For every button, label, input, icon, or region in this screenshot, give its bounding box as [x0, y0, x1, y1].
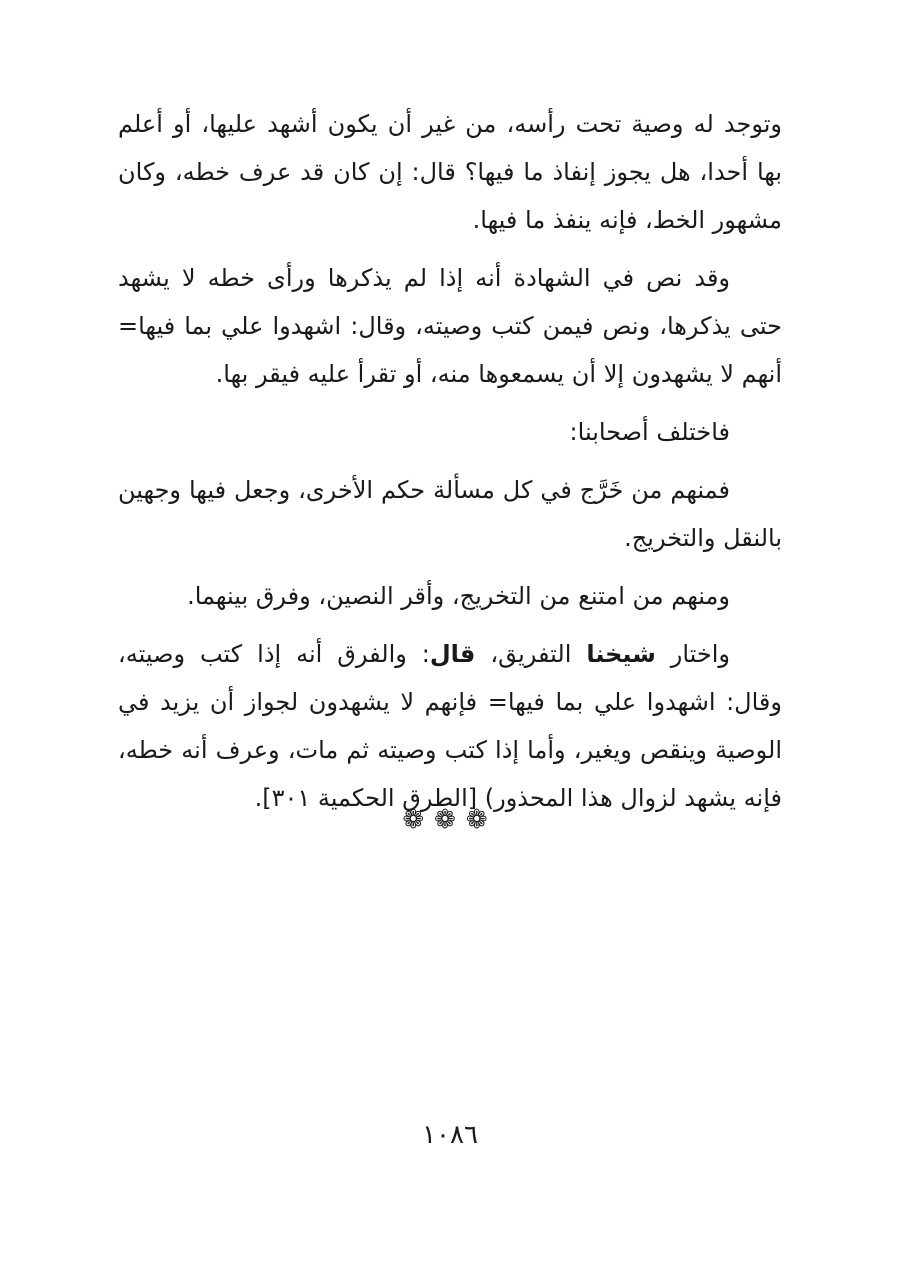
paragraph-2: وقد نص في الشهادة أنه إذا لم يذكرها ورأى خطه لا يشهد حتى يذكرها، ونص فيمن كتب وصيته، وقال: اشهدوا علي بما فيها= أنهم لا يشهدون إلا أن يسمعوها منه، أو تقرأ عليه فيقر بها. [118, 264, 782, 388]
section-separator-ornament: ❁❁❁ [402, 805, 498, 835]
page-number: ١٠٨٦ [422, 1120, 478, 1150]
paragraph-6-part-2: التفريق، [475, 640, 587, 668]
paragraph-4: فمنهم من خَرَّج في كل مسألة حكم الأخرى، وجعل فيها وجهين بالنقل والتخريج. [118, 476, 782, 552]
paragraph-6-part-3: : والفرق أنه إذا كتب وصيته، وقال: اشهدوا علي بما فيها= فإنهم لا يشهدون لجواز أن يزيد في الوصية وينقص ويغير، وأما إذا كتب وصيته ثم مات، وعرف أنه خطه، فإنه يشهد لزوال هذا المحذور) [الطرق الحكمية ٣٠١]. [118, 640, 782, 812]
paragraph-1: وتوجد له وصية تحت رأسه، من غير أن يكون أشهد عليها، أو أعلم بها أحدا، هل يجوز إنفاذ ما فيها؟ قال: إن كان قد عرف خطه، وكان مشهور الخط، فإنه ينفذ ما فيها. [118, 110, 782, 234]
paragraph-6-bold-sheikh: شيخنا [586, 640, 656, 668]
paragraph-5: ومنهم من امتنع من التخريج، وأقر النصين، وفرق بينهما. [187, 582, 730, 610]
paragraph-6-bold-qala: قال [429, 640, 476, 668]
paragraph-6-part-1: واختار [655, 640, 730, 668]
paragraph-3: فاختلف أصحابنا: [569, 418, 730, 446]
page-body [118, 100, 782, 832]
paragraph-6 [118, 630, 782, 822]
